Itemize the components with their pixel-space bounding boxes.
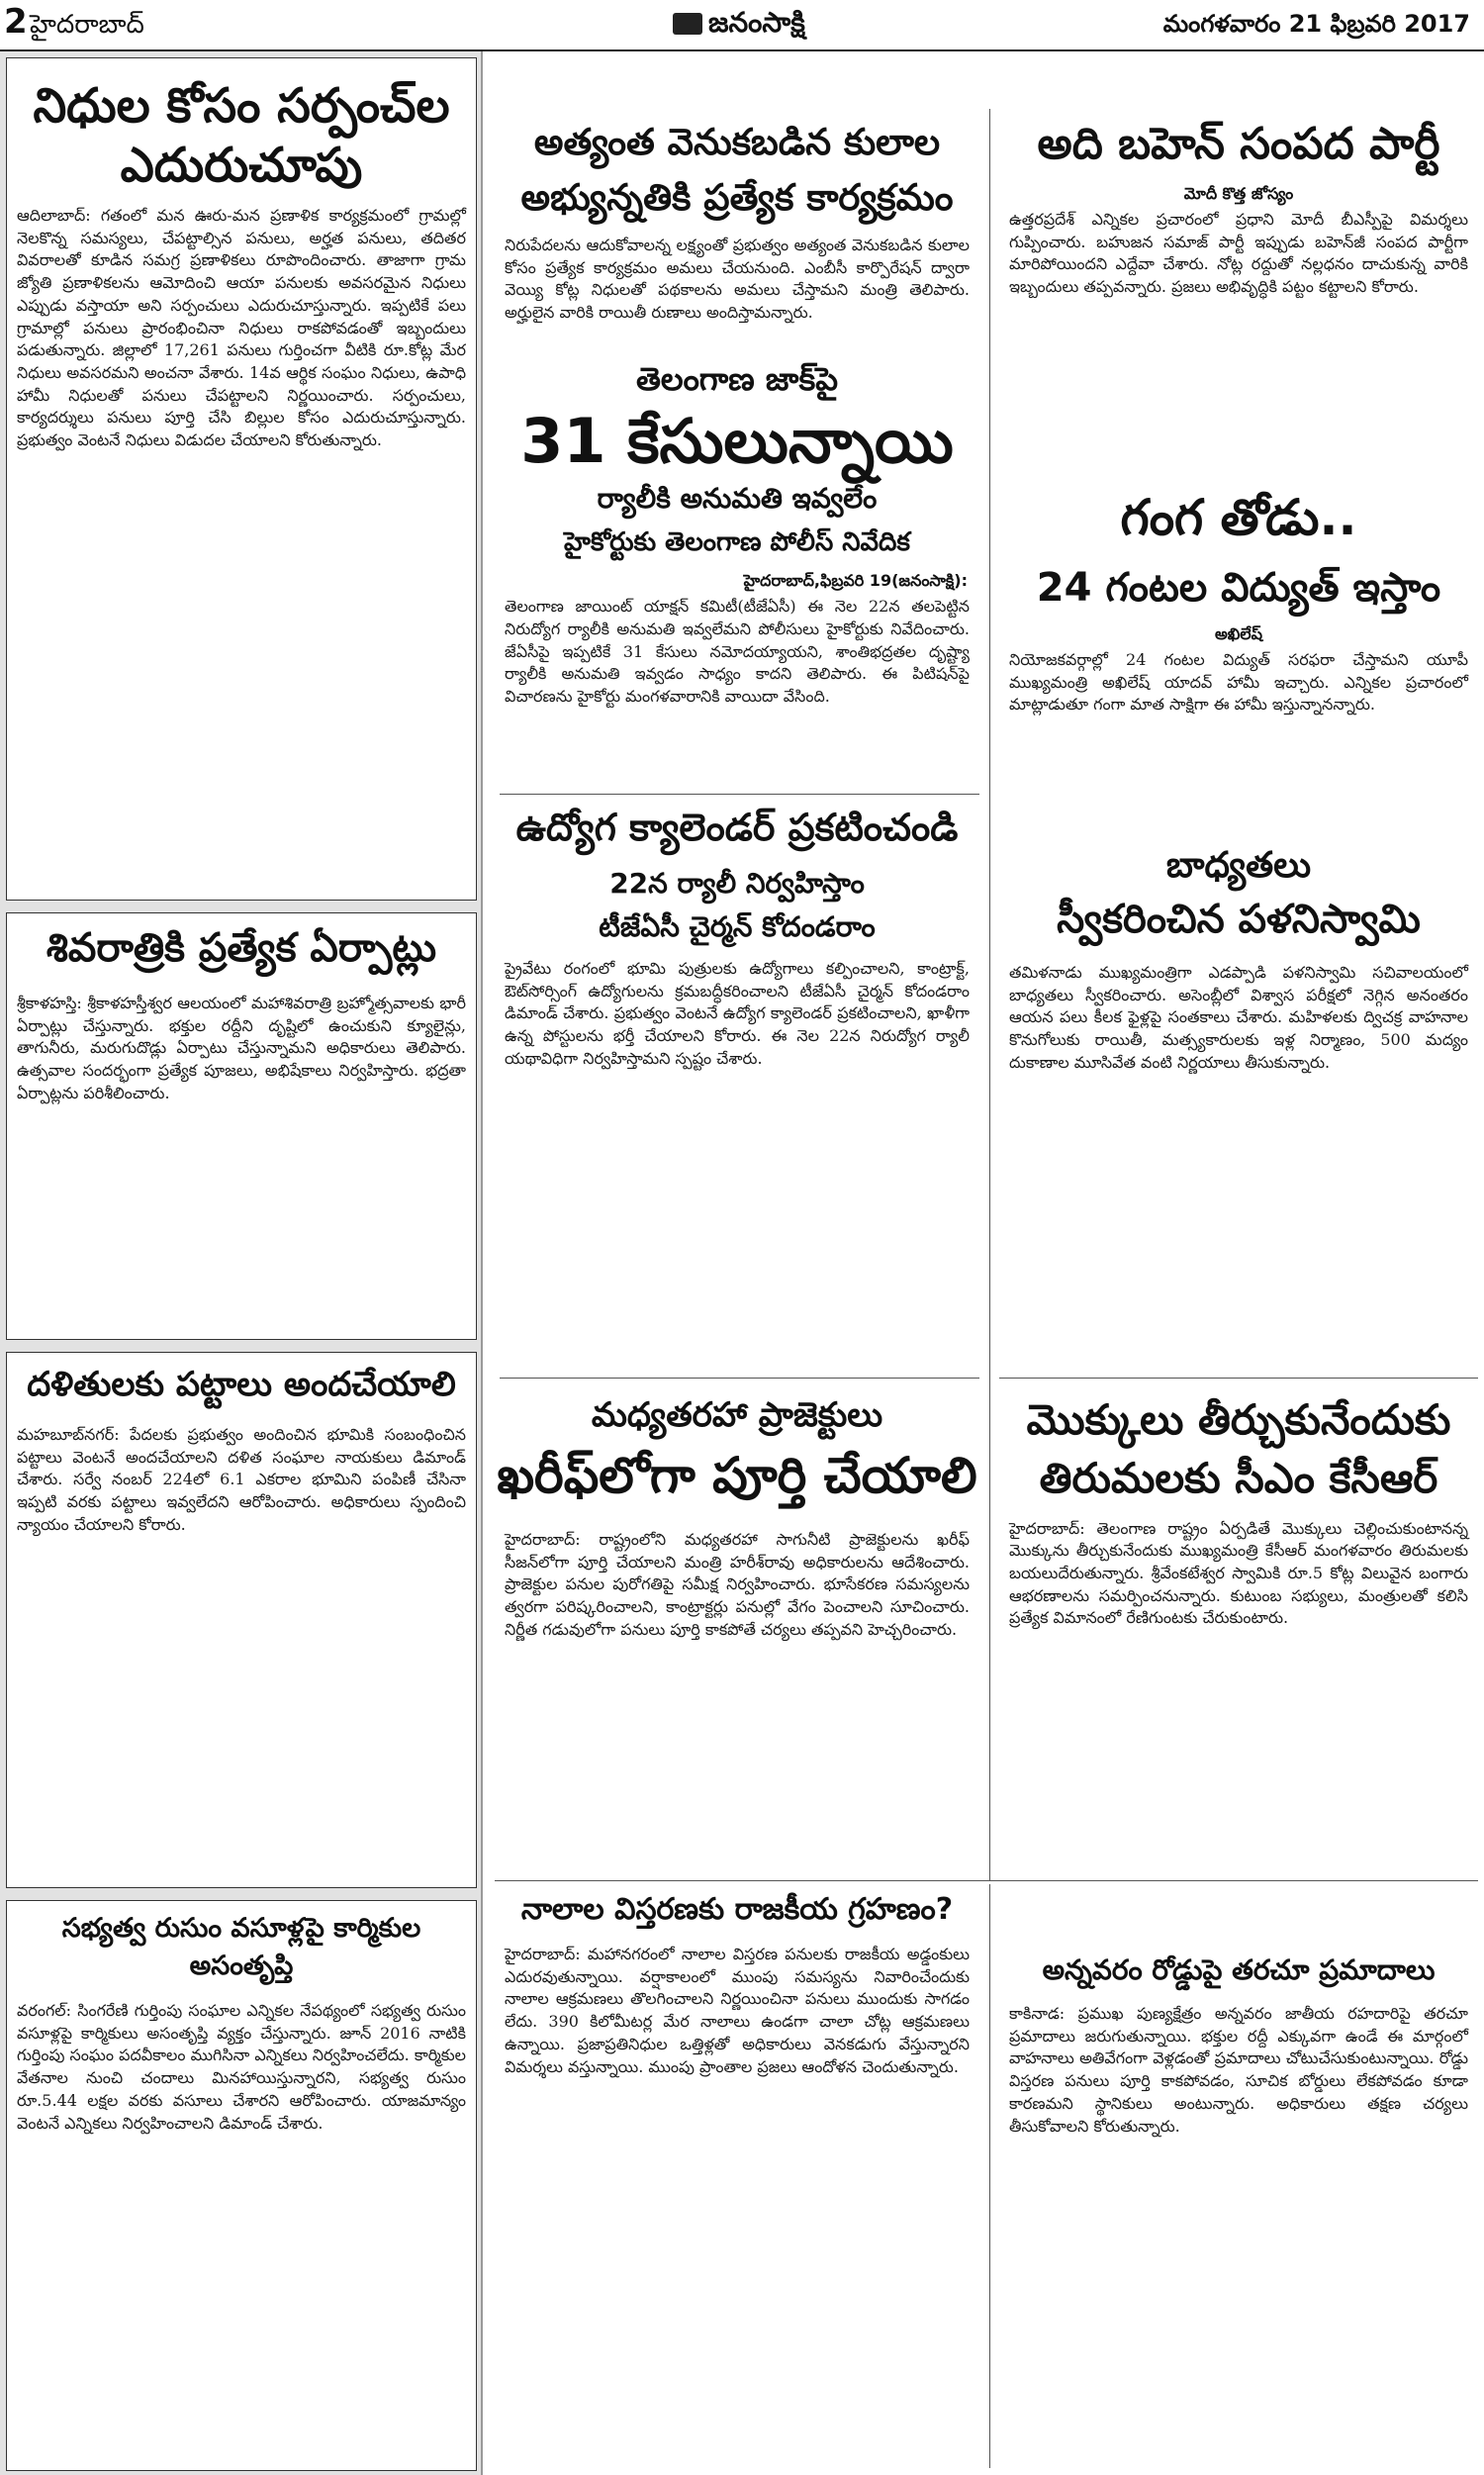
article-body: ఆదిలాబాద్‌: గతంలో మన ఊరు-మన ప్రణాళిక కార్యక్రమంలో గ్రామల్లో నెలకొన్న సమస్యలు, చేపట్టాల్సిన పనులు, అర్హత పనులు, తదితర వివరాలతో కూడిన సమగ్ర ప్రణాళికలు రూపొందించారు. తాజాగా గ్రామ జ్యోతి ప్రణాళికలను ఆమోదించి ఆయా పనులకు అవసరమైన నిధులు ఎప్పుడు వస్తాయా అని సర్పంచులు ఎదురుచూస్తున్నారు. ఇప్పటికే పలు గ్రామాల్లో పనులు ప్రారంభించినా నిధులు రాకపోవడంతో ఇబ్బందులు పడుతున్నారు. జిల్లాలో 17,261 పనులు గుర్తించగా వీటికి రూ.కోట్ల మేర నిధులు అవసరమని అంచనా వేశారు. 14వ ఆర్థిక సంఘం నిధులు, ఉపాధి హామీ నిధులతో పనులు చేపట్టాలని నిర్ణయించారు. సర్పంచులు, కార్యదర్శులు పనులు పూర్తి చేసి బిల్లుల కోసం ఎదురుచూస్తున్నారు. ప్రభుత్వం వెంటనే నిధులు విడుదల చేయాలని కోరుతున్నారు. bbox=[17, 206, 466, 450]
article-body: కాకినాడ: ప్రముఖ పుణ్యక్షేత్రం అన్నవరం జాతీయ రహదారిపై తరచూ ప్రమాదాలు జరుగుతున్నాయి. భక్తుల రద్దీ ఎక్కువగా ఉండే ఈ మార్గంలో వాహనాలు అతివేగంగా వెళ్లడంతో ప్రమాదాలు చోటుచేసుకుంటున్నాయి. రోడ్డు విస్తరణ పనులు పూర్తి కాకపోవడం, సూచిక బోర్డులు లేకపోవడం కూడా కారణమని స్థానికులు అంటున్నారు. అధికారులు తక్షణ చర్యలు తీసుకోవాలని కోరుతున్నారు. bbox=[1009, 2004, 1468, 2136]
article-annavaram-road bbox=[999, 1884, 1478, 2468]
article-subhead: టీజేఏసీ చైర్మన్‌ కోదండరాం bbox=[599, 910, 876, 943]
article-body: హైదరాబాద్‌: రాష్ట్రంలోని మధ్యతరహా సాగునీటి ప్రాజెక్టులను ఖరీఫ్‌ సీజన్‌లోగా పూర్తి చేయాలని మంత్రి హరీశ్‌రావు అధికారులను ఆదేశించారు. ప్రాజెక్టుల పనుల పురోగతిపై సమీక్ష నిర్వహించారు. భూసేకరణ సమస్యలను త్వరగా పరిష్కరించాలని, కాంట్రాక్టర్లు పనుల్లో వేగం పెంచాలని సూచించారు. నిర్ణీత గడువులోగా పనులు పూర్తి కాకపోతే చర్యలు తప్పవని హెచ్చరించారు. bbox=[505, 1530, 970, 1639]
article-subhead: హైకోర్టుకు తెలంగాణ పోలీస్‌ నివేదిక bbox=[564, 527, 910, 558]
article-subhead: ర్యాలీకి అనుమతి ఇవ్వలేం bbox=[597, 482, 878, 516]
article-headline: 31 కేసులున్నాయి bbox=[520, 405, 954, 477]
article-dateline: హైదరాబాద్‌,ఫిబ్రవరి 19(జనంసాక్షి): bbox=[743, 571, 968, 591]
brand-name: జనంసాక్షి bbox=[708, 6, 805, 39]
article-body: ఉత్తరప్రదేశ్‌ ఎన్నికల ప్రచారంలో ప్రధాని మోదీ బీఎస్పీపై విమర్శలు గుప్పించారు. బహుజన సమాజ్‌ పార్టీ ఇప్పుడు బహెన్‌జీ సంపద పార్టీగా మారిపోయిందని ఎద్దేవా చేశారు. నోట్ల రద్దుతో నల్లధనం దాచుకున్న వారికి ఇబ్బందులు తప్పవన్నారు. ప్రజలు అభివృద్ధికి పట్టం కట్టాలని కోరారు. bbox=[1009, 210, 1468, 297]
article-kicker: బాధ్యతలు bbox=[1165, 845, 1312, 886]
article-kicker: మధ్యతరహా ప్రాజెక్టులు bbox=[591, 1395, 883, 1435]
article-headline: అత్యంత వెనుకబడిన కులాల అభ్యున్నతికి ప్రత్యేక కార్యక్రమం bbox=[520, 121, 954, 219]
article-membership-fee bbox=[6, 1900, 477, 2471]
section-divider bbox=[500, 1378, 979, 1379]
masthead bbox=[0, 0, 1484, 51]
issue-date: మంగళవారం 21 ఫిబ్రవరి 2017 bbox=[1162, 10, 1470, 38]
column-rule bbox=[989, 109, 990, 1880]
article-body: హైదరాబాద్‌: మహానగరంలో నాలాల విస్తరణ పనులకు రాజకీయ అడ్డంకులు ఎదురవుతున్నాయి. వర్షాకాలంలో ముంపు సమస్యను నివారించేందుకు నాలాల ఆక్రమణలు తొలగించాలని నిర్ణయించినా పనులు ముందుకు సాగడం లేదు. 390 కిలోమీటర్ల మేర నాలాలు ఉండగా చాలా చోట్ల ఆక్రమణలు ఉన్నాయి. ప్రజాప్రతినిధుల ఒత్తిళ్లతో అధికారులు వెనకడుగు వేస్తున్నారని విమర్శలు వస్తున్నాయి. ముంపు ప్రాంతాల ప్రజలు ఆందోళన చెందుతున్నారు. bbox=[505, 1945, 970, 2076]
article-bsp-party bbox=[999, 109, 1478, 475]
article-body: తమిళనాడు ముఖ్యమంత్రిగా ఎడప్పాడి పళనిస్వామి సచివాలయంలో బాధ్యతలు స్వీకరించారు. అసెంబ్లీలో విశ్వాస పరీక్షలో నెగ్గిన అనంతరం ఆయన పలు కీలక ఫైళ్లపై సంతకాలు చేశారు. మహిళలకు ద్విచక్ర వాహనాల కొనుగోలుకు రాయితీ, మత్స్యకారులకు ఇళ్ల నిర్మాణం, 500 మద్యం దుకాణాల మూసివేత వంటి నిర్ణయాలు తీసుకున్నారు. bbox=[1009, 963, 1468, 1072]
article-palaniswami bbox=[999, 839, 1478, 1374]
article-job-calendar bbox=[495, 798, 979, 1376]
article-tjac-cases bbox=[495, 356, 979, 792]
article-nala-widening bbox=[495, 1884, 979, 2468]
article-kicker: తెలంగాణ జాక్‌పై bbox=[635, 360, 838, 398]
article-headline: నాలాల విస్తరణకు రాజకీయ గ్రహణం? bbox=[520, 1892, 954, 1927]
section-divider bbox=[999, 1378, 1478, 1379]
article-funds-sarpanch bbox=[6, 57, 477, 901]
article-headline: అది బహెన్‌ సంపద పార్టీ bbox=[1037, 119, 1440, 169]
article-medium-projects bbox=[495, 1381, 979, 1876]
article-body: శ్రీకాళహస్తి: శ్రీకాళహస్తీశ్వర ఆలయంలో మహాశివరాత్రి బ్రహ్మోత్సవాలకు భారీ ఏర్పాట్లు చేస్తున్నారు. భక్తుల రద్దీని దృష్టిలో ఉంచుకుని క్యూలైన్లు, తాగునీరు, మరుగుదొడ్లు ఏర్పాటు చేస్తున్నామని అధికారులు తెలిపారు. ఉత్సవాల సందర్భంగా ప్రత్యేక పూజలు, అభిషేకాలు నిర్వహిస్తారు. భద్రతా ఏర్పాట్లను పరిశీలించారు. bbox=[17, 994, 466, 1102]
article-headline: ఉద్యోగ క్యాలెండర్‌ ప్రకటించండి bbox=[515, 806, 959, 849]
article-dalit-pattas bbox=[6, 1352, 477, 1888]
article-subhead: 22న ర్యాలీ నిర్వహిస్తాం bbox=[609, 867, 865, 900]
page-number: 2 bbox=[4, 2, 28, 42]
article-headline: నిధుల కోసం సర్పంచ్‌ల ఎదురుచూపు bbox=[33, 78, 450, 193]
article-headline: స్వీకరించిన పళనిస్వామి bbox=[1057, 897, 1421, 942]
left-column bbox=[0, 51, 483, 2475]
article-body: తెలంగాణ జాయింట్‌ యాక్షన్‌ కమిటీ(టీజేఏసీ) ఈ నెల 22న తలపెట్టిన నిరుద్యోగ ర్యాలీకి అనుమతి ఇవ్వలేమని పోలీసులు హైకోర్టుకు నివేదించారు. జేఏసీపై ఇప్పటికే 31 కేసులు నమోదయ్యాయని, శాంతిభద్రతల దృష్ట్యా ర్యాలీకి అనుమతి ఇవ్వడం సాధ్యం కాదని తెలిపారు. ఈ పిటిషన్‌పై విచారణను హైకోర్టు మంగళవారానికి వాయిదా వేసింది. bbox=[505, 597, 970, 707]
article-headline: సభ్యత్వ రుసుం వసూళ్లపై కార్మికుల అసంతృప్తి bbox=[61, 1913, 421, 1981]
article-headline-line2: 24 గంటల విద్యుత్‌ ఇస్తాం bbox=[1036, 565, 1441, 611]
article-headline: మొక్కులు తీర్చుకునేందుకు తిరుమలకు సీఎం కేసీఆర్‌ bbox=[1026, 1395, 1451, 1502]
article-body: నియోజకవర్గాల్లో 24 గంటల విద్యుత్‌ సరఫరా చేస్తామని యూపీ ముఖ్యమంత్రి అఖిలేష్‌ యాదవ్‌ హామీ ఇచ్చారు. ఎన్నికల ప్రచారంలో మాట్లాడుతూ గంగా మాత సాక్షిగా ఈ హామీ ఇస్తున్నానన్నారు. bbox=[1009, 650, 1468, 714]
edition-city: హైదరాబాద్‌ bbox=[30, 10, 144, 40]
section-divider bbox=[495, 1880, 1478, 1881]
article-body: వరంగల్‌: సింగరేణి గుర్తింపు సంఘాల ఎన్నికల నేపథ్యంలో సభ్యత్వ రుసుం వసూళ్లపై కార్మికులు అసంతృప్తి వ్యక్తం చేస్తున్నారు. జూన్‌ 2016 నాటికి గుర్తింపు సంఘం పదవీకాలం ముగిసినా ఎన్నికలు నిర్వహించలేదు. కార్మికుల వేతనాల నుంచి చందాలు మినహాయిస్తున్నారని, సభ్యత్వ రుసుం రూ.5.44 లక్షల వరకు వసూలు చేశారని ఆరోపించారు. యాజమాన్యం వెంటనే ఎన్నికలు నిర్వహించాలని డిమాండ్‌ చేశారు. bbox=[17, 2001, 466, 2133]
article-ganga-power bbox=[999, 479, 1478, 835]
column-rule bbox=[989, 1884, 990, 2468]
article-body: మహబూబ్‌నగర్‌: పేదలకు ప్రభుత్వం అందించిన భూమికి సంబంధించిన పట్టాలు వెంటనే అందచేయాలని దళిత సంఘాల నాయకులు డిమాండ్‌ చేశారు. సర్వే నంబర్‌ 224లో 6.1 ఎకరాల భూమిని పంపిణీ చేసినా ఇప్పటి వరకు పట్టాలు ఇవ్వలేదని ఆరోపించారు. అధికారులు స్పందించి న్యాయం చేయాలని కోరారు. bbox=[17, 1425, 466, 1534]
article-shivaratri bbox=[6, 912, 477, 1340]
article-headline: దళితులకు పట్టాలు అందచేయాలి bbox=[27, 1365, 456, 1404]
article-headline: ఖరీఫ్‌లోగా పూర్తి చేయాలి bbox=[497, 1447, 977, 1504]
newspaper-brand bbox=[673, 6, 805, 46]
brand-logo-icon bbox=[673, 13, 702, 35]
article-mbc-program bbox=[495, 109, 979, 356]
section-divider bbox=[500, 794, 979, 795]
article-headline: గంగ తోడు.. bbox=[1120, 489, 1357, 546]
article-kcr-tirumala bbox=[999, 1381, 1478, 1876]
article-body: హైదరాబాద్‌: తెలంగాణ రాష్ట్రం ఏర్పడితే మొక్కులు చెల్లించుకుంటానన్న మొక్కును తీర్చుకునేందుకు ముఖ్యమంత్రి కేసీఆర్‌ మంగళవారం తిరుమలకు బయలుదేరుతున్నారు. శ్రీవేంకటేశ్వర స్వామికి రూ.5 కోట్ల విలువైన బంగారు ఆభరణాలను సమర్పించనున్నారు. కుటుంబ సభ్యులు, మంత్రులతో కలిసి ప్రత్యేక విమానంలో రేణిగుంటకు చేరుకుంటారు. bbox=[1009, 1518, 1468, 1628]
article-headline: అన్నవరం రోడ్డుపై తరచూ ప్రమాదాలు bbox=[1042, 1953, 1436, 1986]
article-byline: మోదీ కొత్త జోస్యం bbox=[1183, 184, 1294, 203]
article-headline: శివరాత్రికి ప్రత్యేక ఏర్పాట్లు bbox=[46, 925, 437, 971]
article-body: నిరుపేదలను ఆదుకోవాలన్న లక్ష్యంతో ప్రభుత్వం అత్యంత వెనుకబడిన కులాల కోసం ప్రత్యేక కార్యక్రమం అమలు చేయనుంది. ఎంబీసీ కార్పొరేషన్‌ ద్వారా వెయ్యి కోట్ల నిధులతో పథకాలను అమలు చేస్తామని మంత్రి తెలిపారు. అర్హులైన వారికి రాయితీ రుణాలు అందిస్తామన్నారు. bbox=[505, 236, 970, 323]
article-byline: అఖిలేష్‌ bbox=[1214, 624, 1263, 643]
article-body: ప్రైవేటు రంగంలో భూమి పుత్రులకు ఉద్యోగాలు కల్పించాలని, కాంట్రాక్ట్‌, ఔట్‌సోర్సింగ్‌ ఉద్యోగులను క్రమబద్ధీకరించాలని టీజేఏసీ చైర్మన్‌ కోదండరాం డిమాండ్‌ చేశారు. ప్రభుత్వం వెంటనే ఉద్యోగ క్యాలెండర్‌ ప్రకటించాలని, ఖాళీగా ఉన్న పోస్టులను భర్తీ చేయాలని కోరారు. ఈ నెల 22న నిరుద్యోగ ర్యాలీ యథావిధిగా నిర్వహిస్తామని స్పష్టం చేశారు. bbox=[505, 959, 970, 1068]
